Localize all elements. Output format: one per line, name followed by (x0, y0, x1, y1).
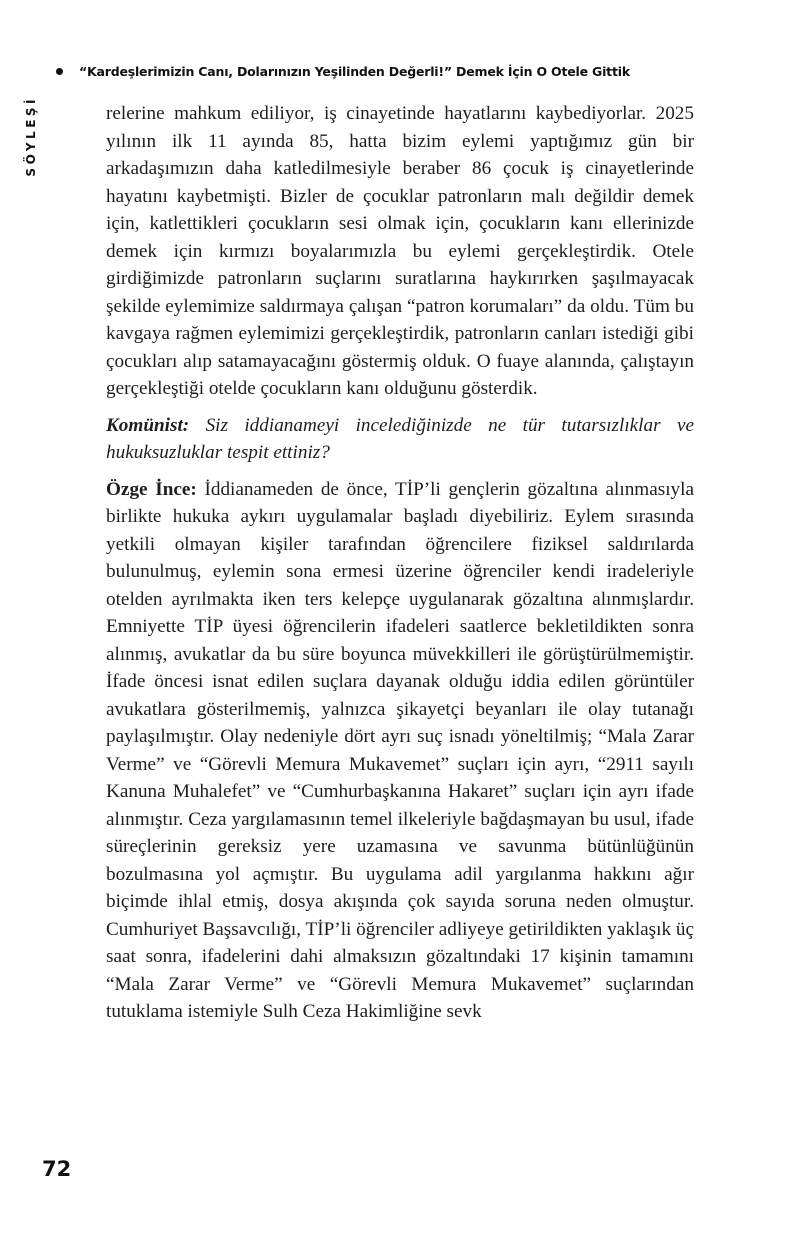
question-speaker: Komünist: (106, 414, 190, 436)
interview-answer (106, 476, 694, 1026)
page-number: 72 (42, 1157, 72, 1181)
question-text: Siz iddianameyi incelediğinizde ne tür tutarsızlıklar ve hukuksuzluklar tespit ettiniz? (106, 414, 694, 463)
answer-speaker: Özge İnce: (106, 478, 197, 500)
bullet-icon (56, 68, 63, 75)
paragraph-continuation: relerine mahkum ediliyor, iş cinayetinde hayatlarını kaybediyorlar. 2025 yılının ilk 11 ayında 85, hatta bizim eylemi yaptığımız gün bir arkadaşımızın daha katledilmesiyle beraber 86 çocuk iş cinayetlerinde hayatını kaybetmişti. Bizler de çocuklar patronların malı değildir demek için, katlettikleri çocukların sesi olmak için, çocukların kanı ellerinizde demek için kırmızı boyalarımızla bu eylemi gerçekleştirdik. Otele girdiğimizde patronların suçlarını suratlarına haykırırken şaşılmayacak şekilde eylemimize saldırmaya çalışan “patron korumaları” da oldu. Tüm bu kavgaya rağmen eylemimizi gerçekleştirdik, patronların canları istediği gibi çocukları alıp satamayacağını göstermiş olduk. O fuaye alanında, çalıştayın gerçekleştiği otelde çocukların kanı olduğunu gösterdik. (106, 103, 694, 399)
article-body (106, 100, 694, 1026)
header-title: “Kardeşlerimizin Canı, Dolarınızın Yeşilinden Değerli!” Demek İçin O Otele Gittik (79, 64, 630, 79)
section-label: SÖYLEŞİ (24, 96, 38, 177)
running-header (56, 64, 727, 79)
interview-question (106, 412, 694, 467)
answer-text: İddianameden de önce, TİP’li gençlerin gözaltına alınmasıyla birlikte hukuka aykırı uygulamalar başladı diyebiliriz. Eylem sırasında yetkili olmayan kişiler tarafından öğrencilere fiziksel saldırılarda bulunulmuş, eylemin sona ermesi üzerine öğrenciler kendi iradeleriyle otelden ayrılmakta iken ters kelepçe uygulanarak gözaltına alınmışlardır. Emniyette TİP üyesi öğrencilerin ifadeleri saatlerce bekletildikten sonra alınmış, avukatlar da bu süre boyunca müvekkilleri ile görüştürülmemiştir. İfade öncesi isnat edilen suçlara dayanak olduğu iddia edilen görüntüler avukatlara gösterilmemiş, yalnızca şikayetçi beyanları ile olay tutanağı paylaşılmıştır. Olay nedeniyle dört ayrı suç isnadı yöneltilmiş; “Mala Zarar Verme” ve “Görevli Memura Mukavemet” suçları için ayrı, “2911 sayılı Kanuna Muhalefet” ve “Cumhurbaşkanına Hakaret” suçları için ayrı ifade alınmıştır. Ceza yargılamasının temel ilkeleriyle bağdaşmayan bu usul, ifade süreçlerinin gereksiz yere uzamasına ve savunma bütünlüğünün bozulmasına yol açmıştır. Bu uygulama adil yargılanma hakkını ağır biçimde ihlal etmiş, dosya akışında çok sayıda soruna neden olmuştur. Cumhuriyet Başsavcılığı, TİP’li öğrenciler adliyeye getirildikten yaklaşık üç saat sonra, ifadelerini dahi almaksızın gözaltındaki 17 kişinin tamamını “Mala Zarar Verme” ve “Görevli Memura Mukavemet” suçlarından tutuklama istemiyle Sulh Ceza Hakimliğine sevk (106, 478, 694, 1022)
